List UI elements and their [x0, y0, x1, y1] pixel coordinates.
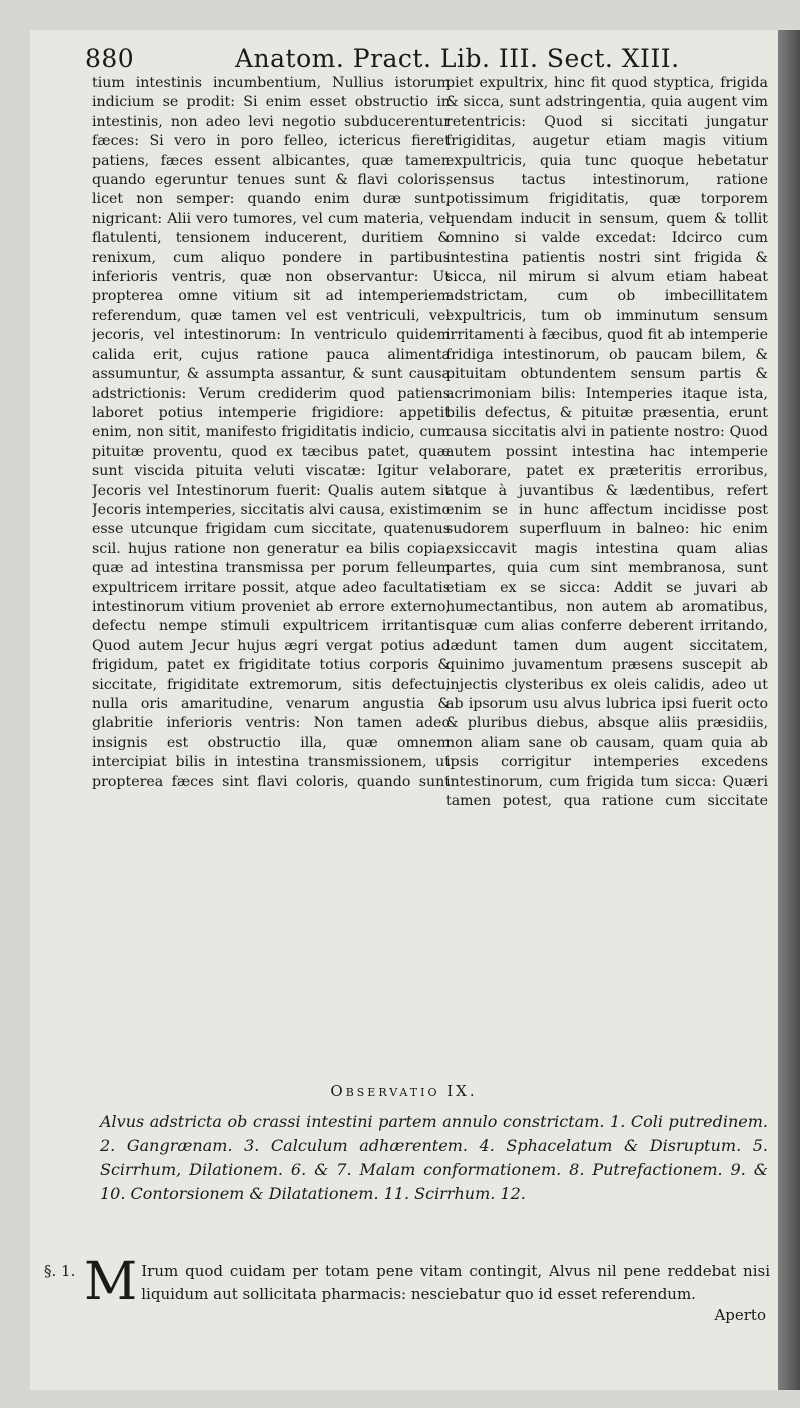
observation-title: Observatio IX.: [330, 1082, 478, 1100]
summary-text: Alvus adstricta ob crassi intestini partem annulo constrictam. 1. Coli putredinem. 2. Gangrænam. 3. Calculum adhærentem. 4. Sphacelatum & Disruptum. 5. Scirrhum, Dilationem. 6. & 7. Malam conformationem. 8. Putrefactionem. 9. & 10. Contorsionem & Dilatationem. 11. Scirrhum. 12.: [100, 1112, 768, 1203]
left-column-text: tium intestinis incumbentium, Nullius istorum indicium se prodit: Si enim esset obstructio in intestinis, non adeo levi negotio subducerentur fæces: Si vero in poro felleo, ictericus fieret patiens, fæces essent albicantes, quæ tamen quando egeruntur tenues sunt & flavi coloris, licet non semper: quando enim duræ sunt, nigricant: Alii vero tumores, vel cum materia, vel flatulenti, tensionem inducerent, duritiem & renixum, cum aliquo pondere in partibus inferioris ventris, quæ non observantur: Ut propterea omne vitium sit ad intemperiem referendum, quæ tamen vel est ventriculi, vel jecoris, vel intestinorum: In ventriculo quidem calida erit, cujus ratione pauca alimenta assumuntur, & assumpta assantur, & sunt causa adstrictionis: Verum crediderim quod patiens laboret potius intemperie frigidiore: appetit enim, non sitit, manifesto frigiditatis indicio, cum pituitæ proventu, quod ex tæcibus patet, quæ sunt viscida pituita veluti viscatæ: Igitur vel Jecoris vel Intestinorum fuerit: Qualis autem sit Jecoris intemperies, siccitatis alvi causa, existimo esse utcunque frigidam cum siccitate, quatenus scil. hujus ratione non generatur ea bilis copia, quæ ad intestina transmissa per porum felleum expultricem irritare possit, atque adeo facultatis intestinorum vitium proveniet ab errore externo, defectu nempe stimuli expultricem irritantis: Quod autem Jecur hujus ægri vergat potius ad frigidum, patet ex frigiditate totius corporis & siccitate, frigiditate extremorum, sitis defectu, nulla oris amaritudine, venarum angustia & glabritie inferioris ventris: Non tamen adeo insignis est obstructio illa, quæ omnem intercipiat bilis in intestina transmissionem, ut propterea fæces sint flavi coloris, quando sunt: [92, 75, 450, 790]
section-paragraph: [44, 1252, 770, 1312]
observation-summary: [100, 1110, 768, 1206]
book-page: [30, 30, 778, 1390]
section-number: §. 1.: [44, 1262, 76, 1280]
section-text: Irum quod cuidam per totam pene vitam contingit, Alvus nil pene reddebat nisi liquidum aut sollicitata pharmacis: nesciebatur quo id esset referendum.: [141, 1262, 770, 1303]
page-number: 880: [85, 44, 135, 73]
running-head: Anatom. Pract. Lib. III. Sect. XIII.: [235, 44, 680, 73]
drop-cap: M: [84, 1252, 138, 1312]
page-header: [85, 38, 725, 78]
catchword: Aperto: [714, 1306, 766, 1324]
right-column-text: piet expultrix, hinc fit quod styptica, frigida & sicca, sunt adstringentia, quia augent vim retentricis: Quod si siccitati jungatur frigiditas, augetur etiam magis vitium expultricis, quia tunc quoque hebetatur sensus tactus intestinorum, ratione potissimum frigiditatis, quæ torporem quendam inducit in sensum, quem & tollit omnino si valde excedat: Idcirco cum intestina patientis nostri sint frigida & sicca, nil mirum si alvum etiam habeat adstrictam, cum ob imbecillitatem expultricis, tum ob imminutum sensum irritamenti à fæcibus, quod fit ab intemperie fridiga intestinorum, ob paucam bilem, & pituitam obtundentem sensum partis & acrimoniam bilis: Intemperies itaque ista, bilis defectus, & pituitæ præsentia, erunt causa siccitatis alvi in patiente nostro: Quod autem possint intestina hac intemperie laborare, patet ex præteritis erroribus, atque à juvantibus & lædentibus, refert enim se in hunc affectum incidisse post sudorem superfluum in balneo: hic enim exsiccavit magis intestina quam alias partes, quia cum sint membranosa, sunt etiam ex se sicca: Addit se juvari ab humectantibus, non autem ab aromatibus, quæ cum alias conferre deberent irritando, lædunt tamen dum augent siccitatem, quinimo juvamentum præsens suscepit ab injectis clysteribus ex oleis calidis, adeo ut ab ipsorum usu alvus lubrica ipsi fuerit octo & pluribus diebus, absque aliis præsidiis, non aliam sane ob causam, quam quia ab ipsis corrigitur intemperies excedens intestinorum, cum frigida tum sicca: Quæri tamen potest, qua ratione cum siccitate: [446, 75, 768, 809]
left-column: [92, 74, 450, 794]
right-column: [446, 74, 768, 809]
